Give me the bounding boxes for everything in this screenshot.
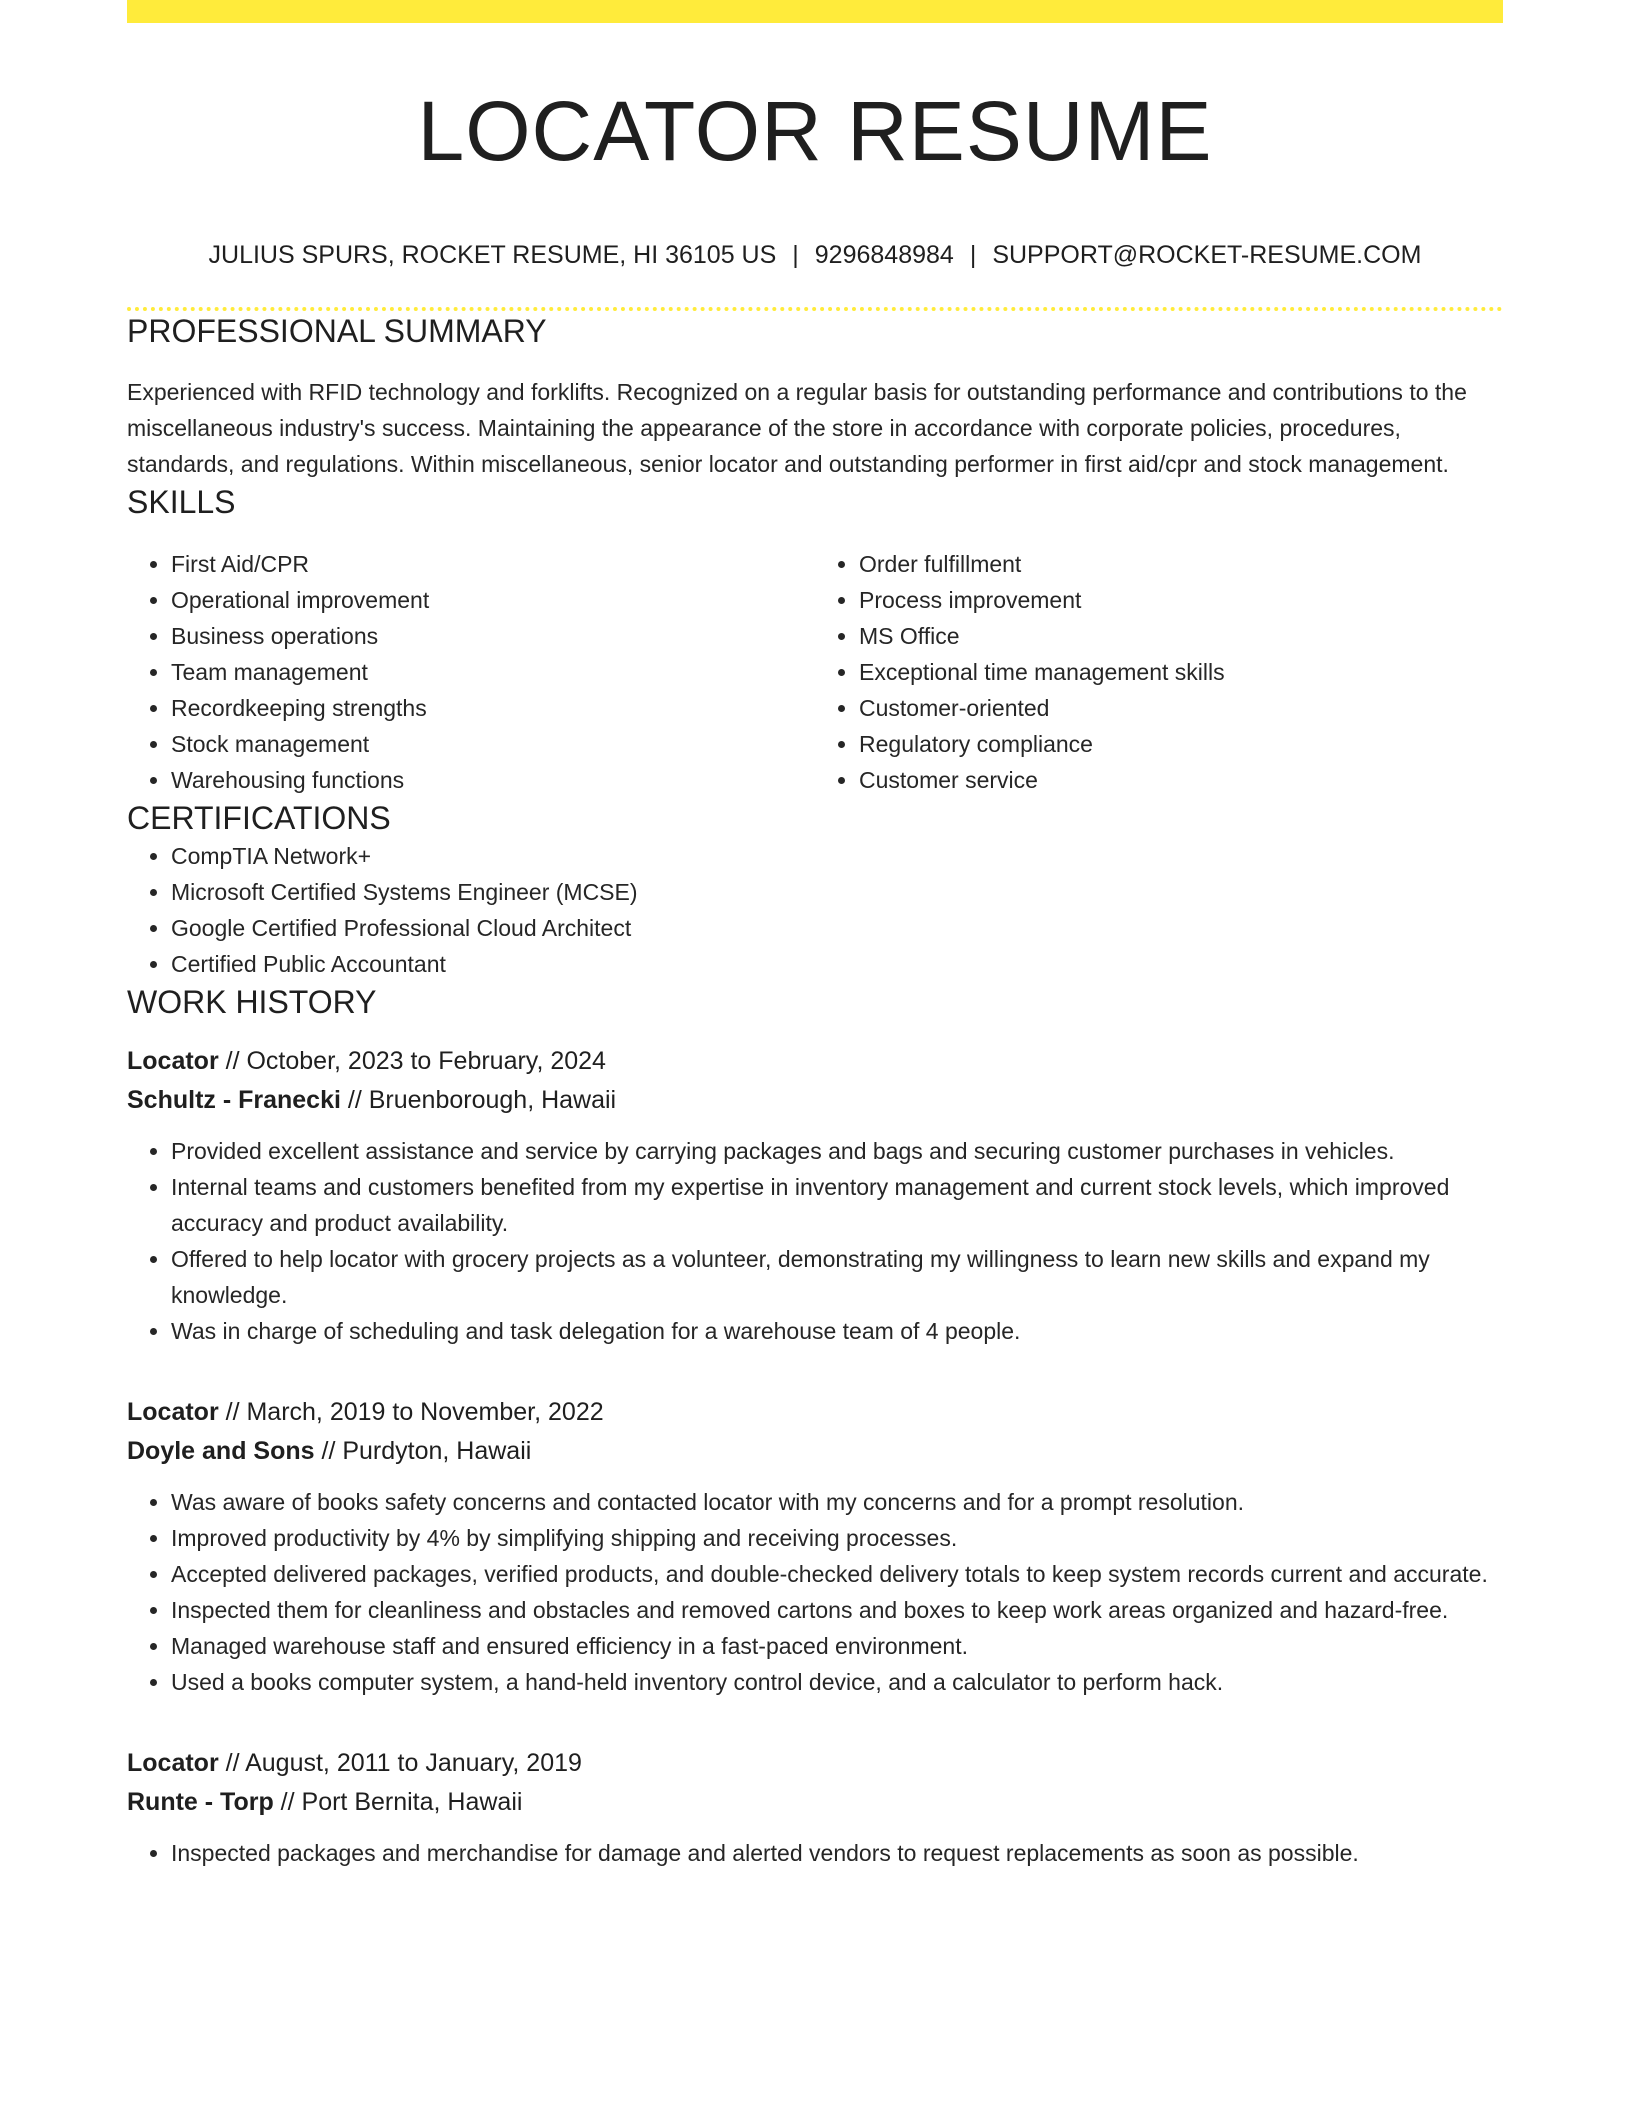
skill-item: • Exceptional time management skills	[859, 654, 1503, 690]
resume-title: LOCATOR RESUME	[417, 84, 1213, 178]
job-title: Locator	[127, 1047, 219, 1075]
job-entry	[127, 1744, 1503, 1871]
skill-item: • First Aid/CPR	[171, 546, 815, 582]
certification-item: • Google Certified Professional Cloud Architect	[171, 910, 1503, 946]
job-bullet: • Offered to help locator with grocery projects as a volunteer, demonstrating my willingness to learn new skills and expand my knowledge.	[171, 1241, 1503, 1313]
job-bullets	[127, 1835, 1503, 1871]
job-entry	[127, 1042, 1503, 1349]
job-company: Runte - Torp	[127, 1788, 274, 1816]
contact-separator: |	[792, 241, 799, 269]
skill-item: • Order fulfillment	[859, 546, 1503, 582]
skill-item: • MS Office	[859, 618, 1503, 654]
certification-item: • Certified Public Accountant	[171, 946, 1503, 982]
contact-email: SUPPORT@ROCKET-RESUME.COM	[992, 241, 1422, 269]
job-title: Locator	[127, 1749, 219, 1777]
skill-item: • Business operations	[171, 618, 815, 654]
job-company-line	[127, 1783, 1503, 1822]
summary-text: Experienced with RFID technology and forklifts. Recognized on a regular basis for outstanding performance and contributions to the miscellaneous industry's success. Maintaining the appearance of the store in accordance with corporate policies, procedures, standards, and regulations. Within miscellaneous, senior locator and outstanding performer in first aid/cpr and stock management.	[127, 379, 1467, 477]
job-company: Doyle and Sons	[127, 1437, 315, 1465]
skills-list-left	[127, 546, 815, 798]
skill-item: • Warehousing functions	[171, 762, 815, 798]
job-location: // Bruenborough, Hawaii	[340, 1086, 617, 1114]
skills-heading: SKILLS	[127, 484, 236, 520]
job-company: Schultz - Franecki	[127, 1086, 341, 1114]
job-bullet: • Internal teams and customers benefited from my expertise in inventory management and current stock levels, which improved accuracy and product availability.	[171, 1169, 1503, 1241]
job-bullet: • Used a books computer system, a hand-held inventory control device, and a calculator to perform hack.	[171, 1664, 1503, 1700]
resume-content	[127, 0, 1503, 1871]
skill-item: • Regulatory compliance	[859, 726, 1503, 762]
contact-separator: |	[969, 241, 977, 269]
contact-phone: 9296848984	[814, 241, 954, 269]
certifications-heading: CERTIFICATIONS	[127, 800, 391, 836]
job-dates: // March, 2019 to November, 2022	[218, 1398, 604, 1426]
job-bullet: • Provided excellent assistance and service by carrying packages and bags and securing customer purchases in vehicles.	[171, 1133, 1503, 1169]
job-bullet: • Inspected packages and merchandise for damage and alerted vendors to request replacements as soon as possible.	[171, 1835, 1503, 1871]
skill-item: • Recordkeeping strengths	[171, 690, 815, 726]
skill-item: • Stock management	[171, 726, 815, 762]
job-bullet: • Was in charge of scheduling and task delegation for a warehouse team of 4 people.	[171, 1313, 1503, 1349]
job-location: // Port Bernita, Hawaii	[273, 1788, 523, 1816]
skill-item: • Customer-oriented	[859, 690, 1503, 726]
contact-address: JULIUS SPURS, ROCKET RESUME, HI 36105 US	[208, 241, 777, 269]
job-bullet: • Accepted delivered packages, verified products, and double-checked delivery totals to keep system records current and accurate.	[171, 1556, 1503, 1592]
skills-list-right	[815, 546, 1503, 798]
job-bullets	[127, 1133, 1503, 1349]
skill-item: • Team management	[171, 654, 815, 690]
job-title-line	[127, 1042, 1503, 1081]
job-bullet: • Improved productivity by 4% by simplifying shipping and receiving processes.	[171, 1520, 1503, 1556]
job-dates: // October, 2023 to February, 2024	[218, 1047, 606, 1075]
skill-item: • Customer service	[859, 762, 1503, 798]
job-bullet: • Was aware of books safety concerns and contacted locator with my concerns and for a prompt resolution.	[171, 1484, 1503, 1520]
summary-heading: PROFESSIONAL SUMMARY	[127, 313, 547, 349]
certification-item: • Microsoft Certified Systems Engineer (MCSE)	[171, 874, 1503, 910]
certifications-list	[127, 838, 1503, 982]
work-history-heading: WORK HISTORY	[127, 984, 377, 1020]
skill-item: • Process improvement	[859, 582, 1503, 618]
job-company-line	[127, 1432, 1503, 1471]
job-title: Locator	[127, 1398, 219, 1426]
job-entry	[127, 1393, 1503, 1700]
job-dates: // August, 2011 to January, 2019	[218, 1749, 582, 1777]
skill-item: • Operational improvement	[171, 582, 815, 618]
job-bullets	[127, 1484, 1503, 1700]
job-title-line	[127, 1744, 1503, 1783]
job-title-line	[127, 1393, 1503, 1432]
job-bullet: • Inspected them for cleanliness and obstacles and removed cartons and boxes to keep work areas organized and hazard-free.	[171, 1592, 1503, 1628]
contact-line	[127, 240, 1503, 270]
job-bullet: • Managed warehouse staff and ensured efficiency in a fast-paced environment.	[171, 1628, 1503, 1664]
certification-item: • CompTIA Network+	[171, 838, 1503, 874]
skills-columns	[127, 546, 1503, 798]
job-company-line	[127, 1081, 1503, 1120]
job-location: // Purdyton, Hawaii	[314, 1437, 532, 1465]
